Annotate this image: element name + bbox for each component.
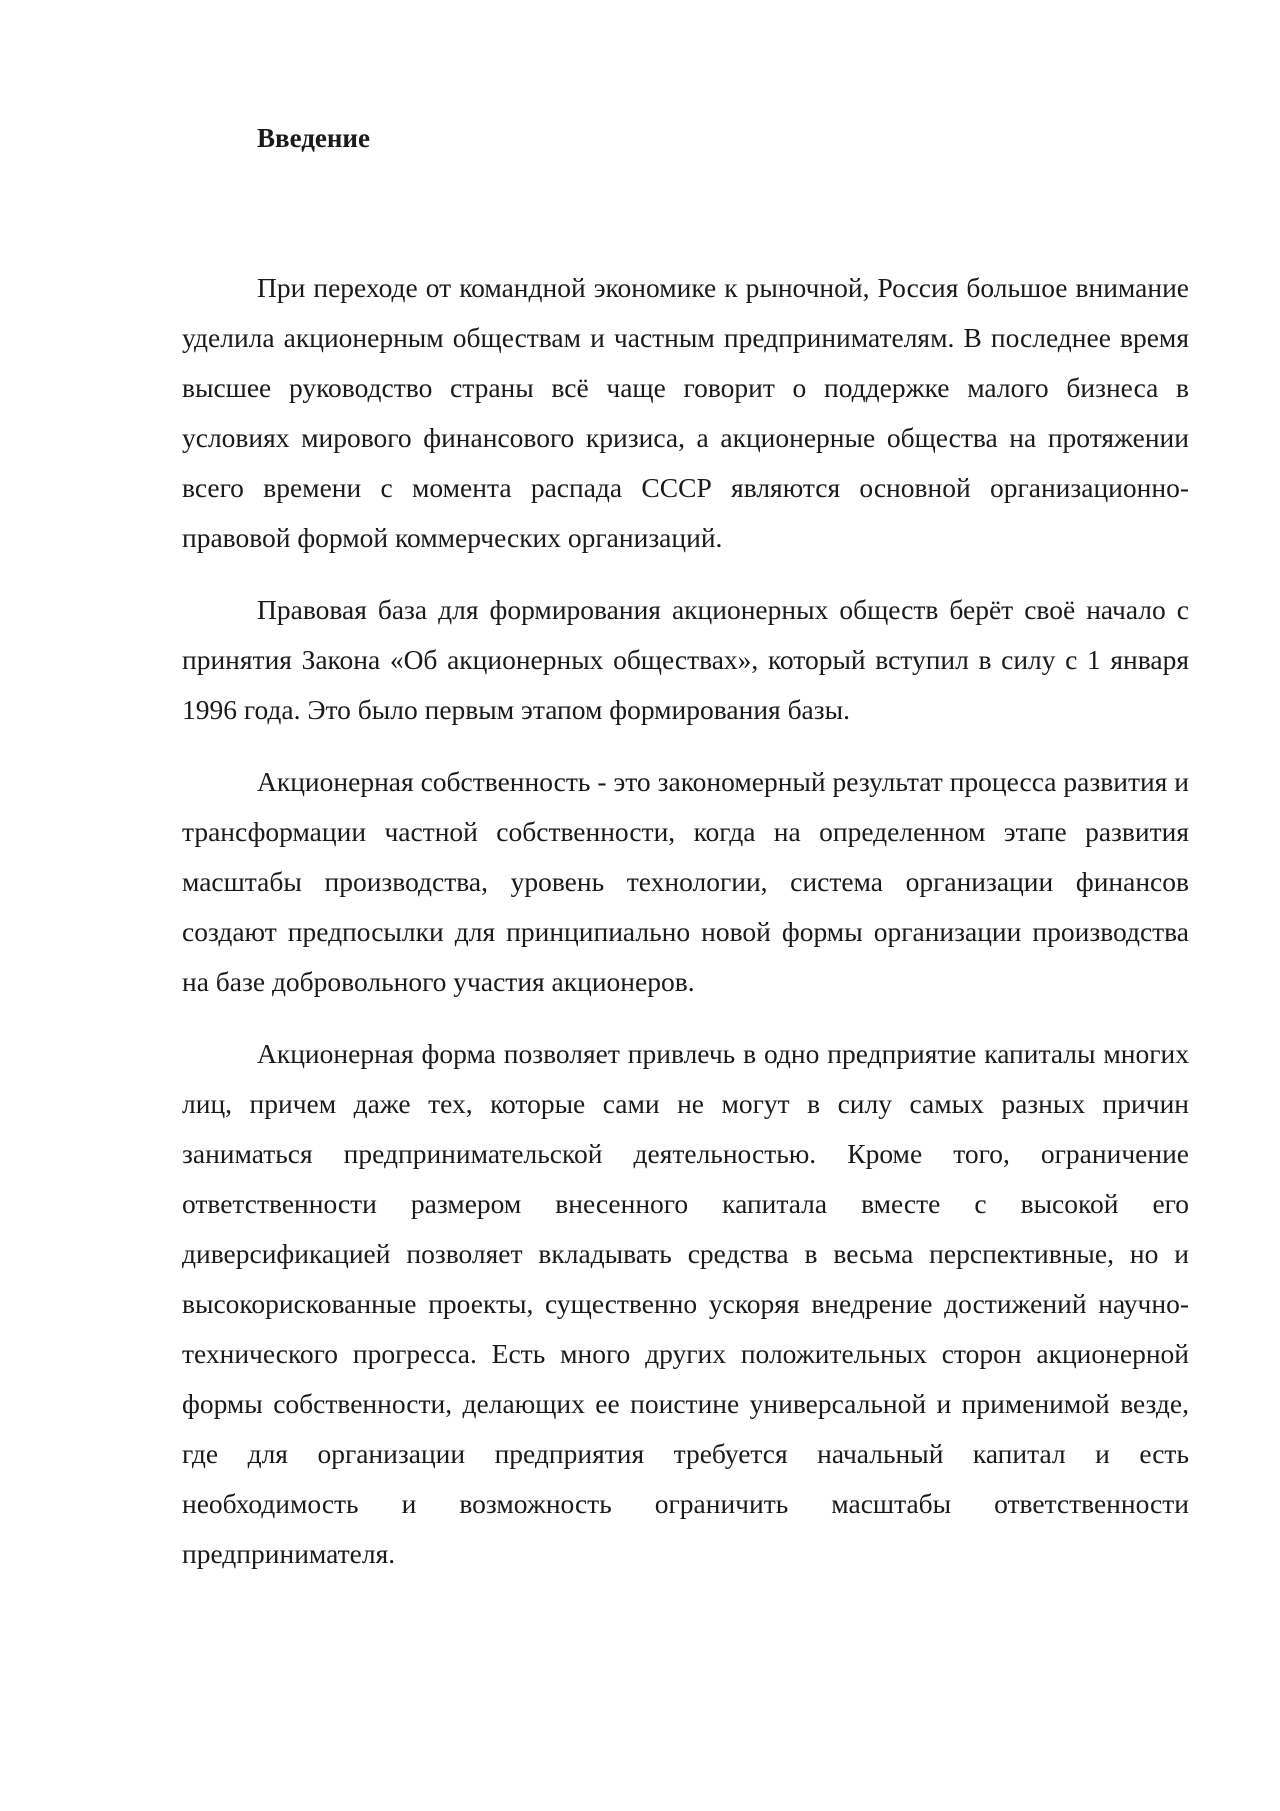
body-text bbox=[182, 263, 1189, 1601]
paragraph-joint-stock-form: Акционерная форма позволяет привлечь в одно предприятие капиталы многих лиц, причем даже тех, которые сами не могут в силу самых разных причин заниматься предпринимательской деятельностью. Кроме того, ограничение ответственности размером внесенного капитала вместе с высокой его диверсификацией позволяет вкладывать средства в весьма перспективные, но и высокорискованные проекты, существенно ускоряя внедрение достижений научно-технического прогресса. Есть много других положительных сторон акционерной формы собственности, делающих ее поистине универсальной и применимой везде, где для организации предприятия требуется начальный капитал и есть необходимость и возможность ограничить масштабы ответственности предпринимателя. bbox=[182, 1038, 1189, 1569]
paragraph-legal-base: Правовая база для формирования акционерных обществ берёт своё начало с принятия Закона «Об акционерных обществах», который вступил в силу с 1 января 1996 года. Это было первым этапом формирования базы. bbox=[182, 594, 1189, 725]
paragraph-joint-stock-ownership: Акционерная собственность - это закономерный результат процесса развития и трансформации частной собственности, когда на определенном этапе развития масштабы производства, уровень технологии, система организации финансов создают предпосылки для принципиально новой формы организации производства на базе добровольного участия акционеров. bbox=[182, 766, 1189, 997]
paragraph-transition: При переходе от командной экономике к рыночной, Россия большое внимание уделила акционерным обществам и частным предпринимателям. В последнее время высшее руководство страны всё чаще говорит о поддержке малого бизнеса в условиях мирового финансового кризиса, а акционерные общества на протяжении всего времени с момента распада СССР являются основной организационно-правовой формой коммерческих организаций. bbox=[182, 272, 1189, 553]
section-heading: Введение bbox=[257, 123, 370, 153]
